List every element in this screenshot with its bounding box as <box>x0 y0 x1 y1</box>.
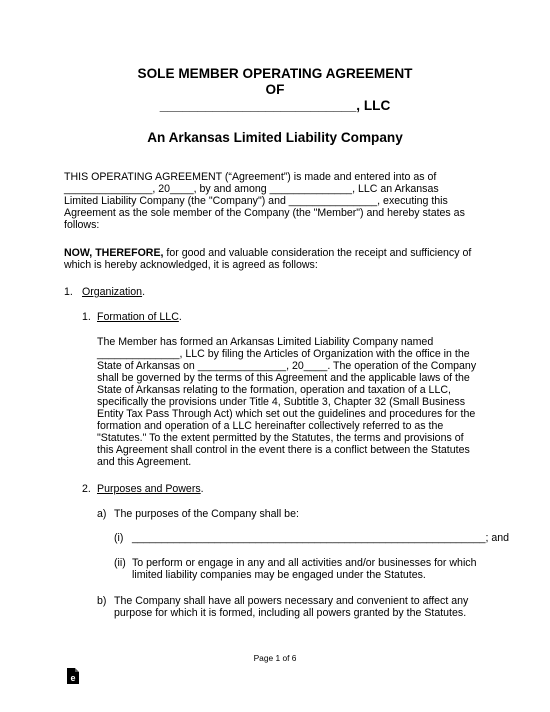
doc-title-line2: OF <box>265 82 285 97</box>
item-1-2-period: . <box>200 483 204 495</box>
section-1-number: 1. <box>64 286 73 298</box>
intro-line: THIS OPERATING AGREEMENT (“Agreement”) is made and entered into as of <box>64 171 437 183</box>
section-1-title: Organization <box>82 286 143 298</box>
intro-line: Limited Liability Company (the "Company") and _______________, executing this <box>64 195 448 207</box>
formation-line: specifically the provisions under Title 4, Subtitle 3, Chapter 32 (Small Business <box>97 396 466 408</box>
formation-line: "Statutes." To the extent permitted by the Statutes, the terms and provisions of <box>97 432 464 444</box>
doc-title-line1: SOLE MEMBER OPERATING AGREEMENT <box>137 66 413 81</box>
purpose-ii-label: (ii) <box>114 557 126 569</box>
item-1-2-title: Purposes and Powers <box>97 483 201 495</box>
item-1-1-number: 1. <box>82 311 91 323</box>
purpose-i-blank-field: ____________________________________________________________; and <box>132 532 510 544</box>
formation-line: Entity Tax Pass Through Act) which set out the guidelines and procedures for the <box>97 408 476 420</box>
therefore-line1 <box>64 247 471 259</box>
item-1-1-heading <box>97 311 182 323</box>
therefore-rest: for good and valuable consideration the receipt and sufficiency of <box>163 247 472 259</box>
therefore-line2: which is hereby acknowledged, it is agreed as follows: <box>64 259 318 271</box>
intro-line: Agreement as the sole member of the Company (the "Member") and hereby states as <box>64 207 465 219</box>
page-number-footer: Page 1 of 6 <box>253 653 297 663</box>
formation-line: and this Agreement. <box>97 456 192 468</box>
item-1-1-period: . <box>178 311 182 323</box>
purpose-ii-line2: limited liability companies may be engaged under the Statutes. <box>132 569 426 581</box>
formation-line: formation and operation of a LLC hereinafter collectively referred to as the <box>97 420 444 432</box>
formation-line: The Member has formed an Arkansas Limited Liability Company named <box>97 336 434 348</box>
item-1-1-title: Formation of LLC <box>97 311 179 323</box>
section-1-period: . <box>142 286 146 298</box>
eforms-logo-icon <box>66 668 80 684</box>
doc-title-line3: __________________________, LLC <box>159 98 391 113</box>
section-1-heading <box>82 286 145 298</box>
item-1-2-number: 2. <box>82 483 91 495</box>
item-1-2-heading <box>97 483 204 495</box>
doc-subtitle: An Arkansas Limited Liability Company <box>147 130 403 145</box>
svg-text:e: e <box>70 673 76 683</box>
intro-line: _______________, 20____, by and among ______________, LLC an Arkansas <box>64 183 439 195</box>
formation-line: shall be governed by the terms of this Agreement and the applicable laws of the <box>97 372 470 384</box>
intro-line: follows: <box>64 219 100 231</box>
purpose-b-line2: purpose for which it is formed, including all powers granted by the Statutes. <box>114 607 467 619</box>
purpose-a-text: The purposes of the Company shall be: <box>114 508 299 520</box>
purpose-b-label: b) <box>97 595 107 607</box>
purpose-a-label: a) <box>97 508 107 520</box>
formation-line: this Agreement shall control in the event there is a conflict between the Statutes <box>97 444 470 456</box>
therefore-lead: NOW, THEREFORE, <box>64 247 164 259</box>
purpose-b-line1: The Company shall have all powers necessary and convenient to affect any <box>114 595 469 607</box>
formation-line: ______________, LLC by filing the Articles of Organization with the office in the <box>97 348 470 360</box>
purpose-i-label: (i) <box>114 532 124 544</box>
formation-line: State of Arkansas on _______________, 20____. The operation of the Company <box>97 360 477 372</box>
purpose-ii-line1: To perform or engage in any and all activities and/or businesses for which <box>132 557 477 569</box>
formation-line: State of Arkansas relating to the formation, operation and taxation of a LLC, <box>97 384 451 396</box>
